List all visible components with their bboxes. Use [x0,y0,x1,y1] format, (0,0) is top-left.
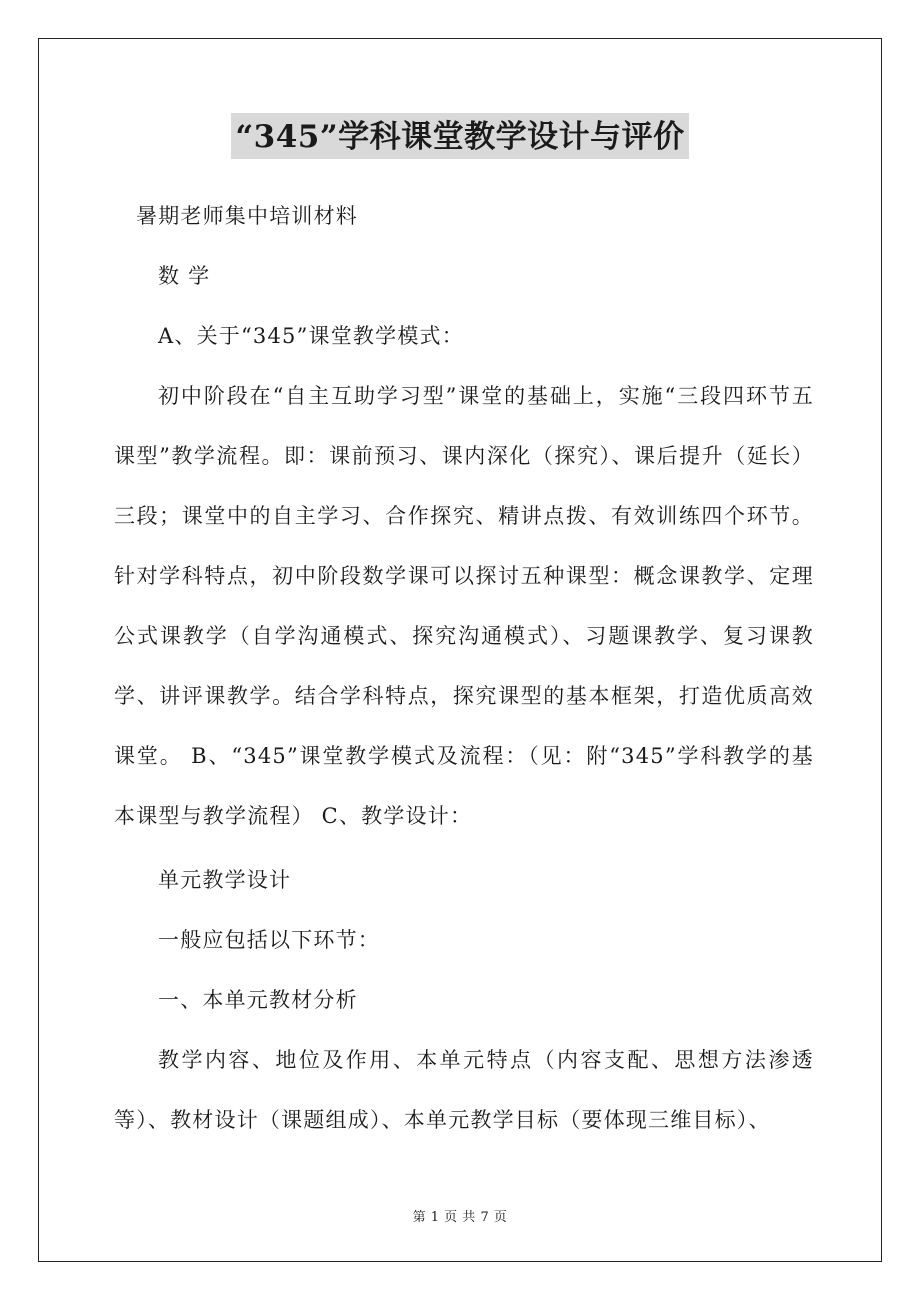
subject-heading: 数 学 [158,264,211,288]
section-a-heading: A、关于“345”课堂教学模式： [158,324,464,348]
document-title: “345”学科课堂教学设计与评价 [231,113,688,159]
unit-design-heading: 单元教学设计 [158,868,292,892]
body-paragraph: 初中阶段在“自主互助学习型”课堂的基础上，实施“三段四环节五课型”教学流程。即：课前预习、课内深化（探究）、课后提升（延长）三段；课堂中的自主学习、合作探究、精讲点拨、有效训练四个环节。针对学科特点，初中阶段数学课可以探讨五种课型：概念课教学、定理公式课教学（自学沟通模式、探究沟通模式）、习题课教学、复习课教学、讲评课教学。结合学科特点，探究课型的基本框架，打造优质高效课堂。 B、“345”课堂教学模式及流程：（见：附“345”学科教学的基本课型与教学流程） C、教学设计： [114,384,814,828]
document-title-wrapper [0,113,920,159]
subtitle: 暑期老师集中培训材料 [136,204,358,228]
analysis-paragraph: 教学内容、地位及作用、本单元特点（内容支配、思想方法渗透等）、教材设计（课题组成）、本单元教学目标（要体现三维目标）、 [114,1048,814,1132]
general-intro: 一般应包括以下环节： [158,928,380,952]
page-footer: 第 1 页 共 7 页 [412,1210,508,1225]
item-one-heading: 一、本单元教材分析 [158,988,358,1012]
